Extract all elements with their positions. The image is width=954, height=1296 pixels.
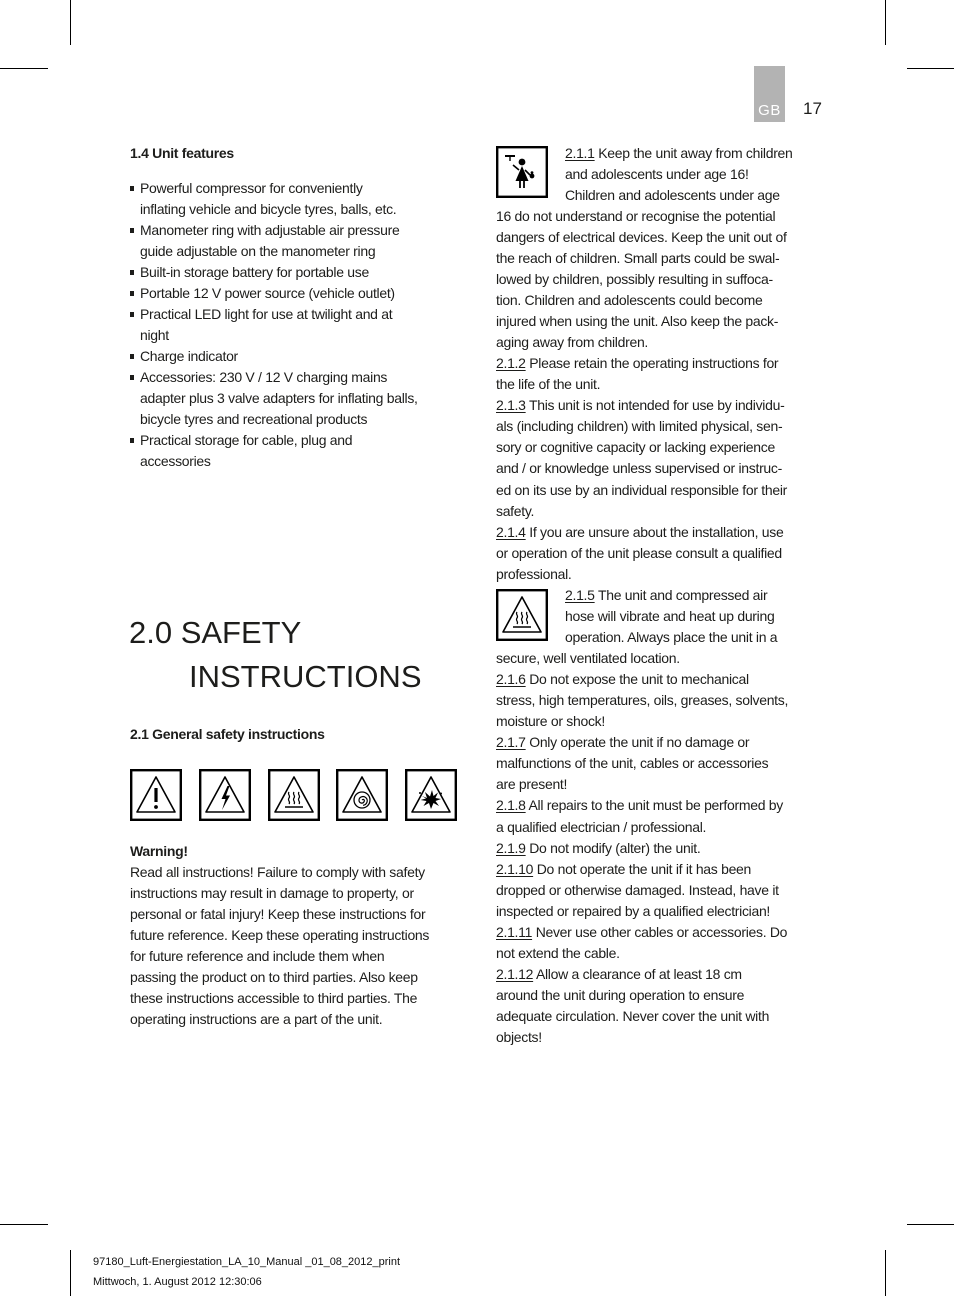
text-line [496,795,793,816]
text-line: Manometer ring with adjustable air pressure [130,220,418,241]
entanglement-hazard-icon [336,769,388,821]
text-line: dropped or otherwise damaged. Instead, have it [496,881,779,898]
text-line: adequate circulation. Never cover the unit with [496,1008,770,1025]
page-number: 17 [803,99,822,118]
print-file-name: 97180_Luft-Energiestation_LA_10_Manual _01_08_2012_print [93,1256,401,1268]
text-line: the reach of children. Small parts could be swal- [496,249,780,266]
text-line: Built-in storage battery for portable use [130,262,418,283]
item-number: 2.1.1 [565,144,595,161]
text-line: Accessories: 230 V / 12 V charging mains [130,367,418,388]
safety-item [496,522,793,585]
item-number: 2.1.11 [496,923,533,940]
text-line: or operation of the unit please consult a qualified [496,544,782,561]
item-text: Do not operate the unit if it has been [536,860,752,877]
safety-item [496,838,793,859]
item-text: All repairs to the unit must be performed by [528,797,783,814]
safety-item [496,922,793,964]
text-line: Powerful compressor for conveniently [130,178,418,199]
text-line: Read all instructions! Failure to comply with safety [130,863,425,880]
list-item [130,367,418,430]
item-number: 2.1.4 [496,523,526,540]
section-title: 1.4 Unit features [130,144,234,161]
text-line [496,922,793,943]
crop-mark [0,68,48,69]
item-text: If you are unsure about the installation, use [529,523,784,540]
text-line: secure, well ventilated location. [496,650,680,666]
text-line: Portable 12 V power source (vehicle outlet) [130,283,418,304]
item-number: 2.1.10 [496,860,534,877]
crop-mark [70,1250,71,1296]
text-line: safety. [496,502,535,519]
item-number: 2.1.2 [496,355,526,372]
crop-mark [907,1224,954,1225]
text-line: future reference. Keep these operating instructions [130,926,430,943]
item-number: 2.1.8 [496,797,526,814]
text-line: Practical storage for cable, plug and [130,430,418,451]
text-line: moisture or shock! [496,713,605,730]
text-line [496,669,793,690]
section-tab-label: GB [758,102,781,119]
item-number: 2.1.5 [565,586,595,603]
text-line: 16 do not understand or recognise the potential [496,207,776,224]
text-line: accessories [140,453,211,470]
text-line: professional. [496,565,572,582]
text-line: are present! [496,776,568,793]
crop-mark [70,0,71,45]
text-line: injured when using the unit. Also keep the pack- [496,313,779,329]
text-line: ed on its use by an individual responsible for their [496,481,788,498]
item-text: The unit and compressed air [597,586,768,603]
text-line: malfunctions of the unit, cables or accessories [496,755,769,772]
warning-label: Warning! [130,842,188,859]
text-line: operation. Always place the unit in a [565,628,778,645]
crop-mark [885,0,886,45]
text-line [496,859,793,880]
text-line [496,964,793,985]
print-timestamp: Mittwoch, 1. August 2012 12:30:06 [93,1276,262,1288]
text-line [496,732,793,753]
item-number: 2.1.6 [496,671,526,688]
text-line: inflating vehicle and bicycle tyres, balls, etc. [140,200,397,217]
list-item [130,430,418,472]
subsection-title: 2.1 General safety instructions [130,725,325,742]
safety-item [496,353,793,395]
crop-mark [907,68,954,69]
text-line: Children and adolescents under age [565,186,780,203]
safety-items [496,143,793,1049]
text-line: als (including children) with limited physical, sen- [496,418,783,435]
item-number: 2.1.3 [496,397,526,414]
explosion-hazard-icon [405,769,457,821]
section-tab [754,66,785,122]
warning-icon [130,769,182,821]
crop-mark [0,1224,48,1225]
item-text: Please retain the operating instructions for [529,355,779,372]
text-line [496,838,793,859]
hot-surface-icon [268,769,320,821]
safety-item [496,395,793,521]
item-number: 2.1.7 [496,734,526,751]
list-item [130,178,418,220]
list-item [130,262,418,283]
chapter-heading [129,611,422,699]
warning-block [130,841,429,1030]
item-text: Do not modify (alter) the unit. [529,839,701,856]
item-text: Never use other cables or accessories. Do [535,923,788,940]
text-line: objects! [496,1029,542,1046]
item-text: Only operate the unit if no damage or [529,734,750,751]
text-line: these instructions accessible to third parties. The [130,989,418,1006]
text-line: tion. Children and adolescents could become [496,291,763,308]
item-text: Keep the unit away from children [598,144,793,161]
safety-item [496,585,793,669]
text-line: Charge indicator [130,346,418,367]
electric-shock-icon [199,769,251,821]
text-line: bicycle tyres and recreational products [140,411,368,428]
text-line: operating instructions are a part of the unit. [130,1010,383,1027]
safety-item [496,859,793,922]
item-number: 2.1.12 [496,965,534,982]
list-item [130,283,418,304]
text-line: stress, high temperatures, oils, greases, solvents, [496,692,789,709]
safety-item [496,795,793,837]
text-line: guide adjustable on the manometer ring [140,242,376,259]
item-number: 2.1.9 [496,839,526,856]
safety-item [496,143,793,354]
chapter-heading-line: INSTRUCTIONS [189,659,422,694]
text-line [496,353,793,374]
text-line: not extend the cable. [496,944,620,961]
text-line: aging away from children. [496,334,649,351]
text-line: dangers of electrical devices. Keep the unit out of [496,228,787,245]
text-line: lowed by children, possibly resulting in suffoca- [496,270,773,287]
text-line: personal or fatal injury! Keep these instructions for [130,905,426,922]
text-line: Practical LED light for use at twilight and at [130,304,418,325]
text-line: adapter plus 3 valve adapters for inflating balls, [140,390,418,407]
text-line: and / or knowledge unless supervised or instruc- [496,460,782,477]
text-line: hose will vibrate and heat up during [565,607,775,624]
text-line: sory or cognitive capacity or lacking experience [496,439,775,456]
text-line: night [140,327,169,343]
safety-item [496,964,793,1048]
text-line: the life of the unit. [496,376,601,393]
unit-features [130,143,418,473]
item-text: This unit is not intended for use by individu- [528,397,785,414]
text-line: instructions may result in damage to property, or [130,884,414,901]
text-line: around the unit during operation to ensure [496,987,745,1003]
list-item [130,220,418,262]
text-line [496,585,793,606]
list-item [130,304,418,346]
crop-mark [885,1250,886,1296]
text-line: for future reference and include them when [130,947,385,964]
safety-item [496,669,793,732]
text-line: passing the product on to third parties. Also keep [130,968,418,985]
subsection [130,724,325,745]
item-text: Allow a clearance of at least 18 cm [535,965,742,982]
text-line [496,522,793,543]
list-item [130,346,418,367]
text-line [496,143,793,164]
text-line: inspected or repaired by a qualified electrician! [496,902,771,919]
text-line [496,395,793,416]
text-line: and adolescents under age 16! [565,165,749,182]
chapter-heading-line: 2.0 SAFETY [129,615,302,650]
text-line: a qualified electrician / professional. [496,818,707,835]
item-text: Do not expose the unit to mechanical [529,671,749,688]
safety-item [496,732,793,795]
